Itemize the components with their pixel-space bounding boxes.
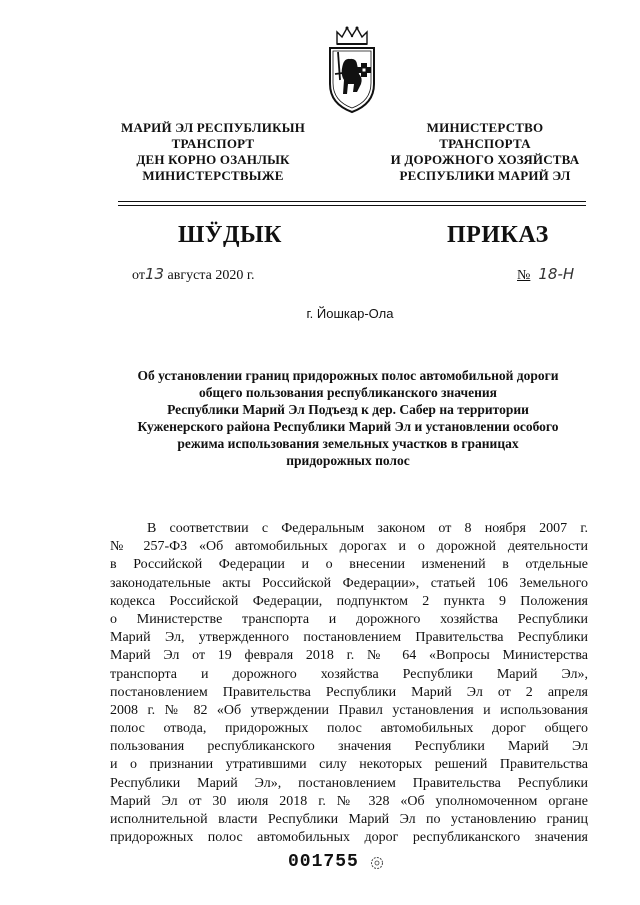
- header-right-line: РЕСПУБЛИКИ МАРИЙ ЭЛ: [399, 168, 571, 183]
- body-line: Республики Марий Эл», постановлением Правительства Республики: [110, 775, 588, 791]
- header-divider-thin: [118, 205, 586, 206]
- header-left-line: ДЕН КОРНО ОЗАНЛЫК: [136, 152, 290, 167]
- body-line: пользования республиканского значения Республики Марий Эл: [110, 739, 588, 755]
- body-line: Марий Эл от 19 февраля 2018 г. № 64 «Вопросы Министерства: [110, 648, 588, 664]
- body-line: Марий Эл от 30 июля 2018 г. № 328 «Об уполномоченном органе: [110, 793, 588, 809]
- title-line: придорожных полос: [286, 453, 410, 468]
- body-line: 2008 г. № 82 «Об утверждении Правил установления и использования: [110, 702, 588, 718]
- seal-mark-icon: [370, 856, 384, 870]
- body-line: исполнительной власти Республики Марий Эл по установлению границ: [110, 812, 588, 827]
- body-paragraph: [110, 520, 588, 847]
- body-line: В соответствии с Федеральным законом от 8 ноября 2007 г.: [147, 521, 588, 536]
- doc-type-mari: ШӰДЫК: [178, 222, 282, 248]
- title-line: режима использования земельных участков в границах: [177, 436, 519, 451]
- body-line: и о признании утратившими силу некоторых решений Правительства: [110, 757, 588, 773]
- body-line: в Российской Федерации и о внесении изменений в отдельные: [110, 557, 588, 573]
- body-line: Марий Эл, утвержденного постановлением Правительства Республики: [110, 630, 588, 646]
- header-right-line: И ДОРОЖНОГО ХОЗЯЙСТВА: [390, 152, 580, 167]
- serial-number: 001755: [288, 852, 359, 872]
- doc-type-russian: ПРИКАЗ: [447, 222, 549, 248]
- body-line: законодательные акты Российской Федерации», статьей 106 Земельного: [110, 575, 588, 591]
- body-line: кодекса Российской Федерации, подпунктом 2 пункта 9 Положения: [110, 593, 588, 609]
- number-handwritten: 18-Н: [538, 265, 575, 283]
- title-line: Республики Марий Эл Подъезд к дер. Сабер на территории: [167, 402, 529, 417]
- number-sign: №: [517, 268, 531, 283]
- date-rest: августа 2020 г.: [167, 268, 255, 283]
- header-right-line: МИНИСТЕРСТВО: [426, 120, 544, 135]
- header-left-line: МИНИСТЕРСТВЫЖЕ: [142, 168, 284, 183]
- header-left-line: ТРАНСПОРТ: [171, 136, 255, 151]
- order-title: [110, 367, 586, 469]
- header-right-block: [380, 120, 590, 184]
- header-divider-thick: [118, 201, 586, 202]
- document-number: [517, 265, 574, 284]
- header-left-block: [108, 120, 318, 184]
- title-line: Об установлении границ придорожных полос автомобильной дороги: [137, 368, 559, 383]
- body-line: № 257-ФЗ «Об автомобильных дорогах и о дорожной деятельности: [110, 539, 588, 555]
- body-line: о Министерстве транспорта и дорожного хозяйства Республики: [110, 611, 588, 627]
- body-line: транспорта и дорожного хозяйства Республики Марий Эл»,: [110, 666, 588, 682]
- document-date: [132, 265, 254, 284]
- title-line: Куженерского района Республики Марий Эл и установлении особого: [137, 419, 559, 434]
- date-day-handwritten: 13: [144, 265, 165, 283]
- header-left-line: МАРИЙ ЭЛ РЕСПУБЛИКЫН: [120, 120, 306, 135]
- body-line: полос отвода, придорожных полос автомобильных дорог общего: [110, 721, 588, 737]
- header-right-line: ТРАНСПОРТА: [439, 136, 531, 151]
- city-name: г. Йошкар-Ола: [306, 306, 394, 321]
- title-line: общего пользования республиканского значения: [199, 385, 497, 400]
- body-line: постановлением Правительства Республики Марий Эл от 2 апреля: [110, 684, 588, 700]
- date-prefix: от: [132, 268, 145, 283]
- coat-of-arms-icon: [323, 22, 381, 114]
- body-line: придорожных полос автомобильных дорог республиканского значения: [110, 830, 588, 846]
